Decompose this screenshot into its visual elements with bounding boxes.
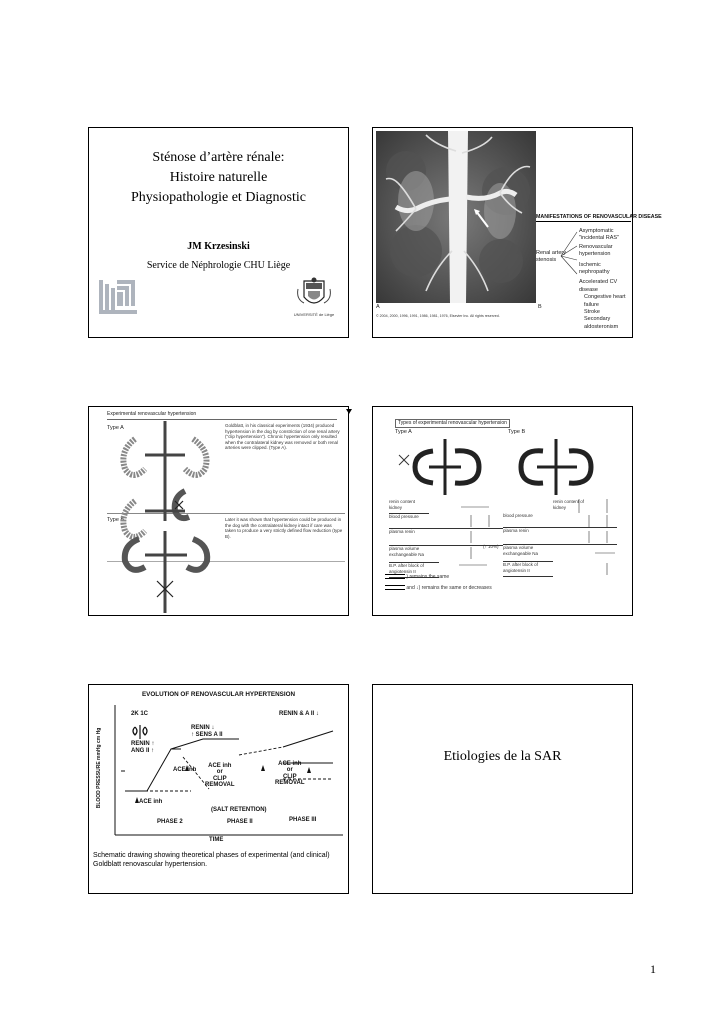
panel-label-b: B: [538, 304, 542, 310]
row-a-1: renin content kidney: [389, 499, 429, 514]
author: JM Krzesinski: [187, 241, 250, 252]
ace-clip-1-c: CLIP: [212, 775, 227, 782]
university-logo: [95, 274, 141, 320]
type-a-text: Goldblatt, in his classical experiments (1934) produced hypertension in the dog by constriction of one renal artery ("clip hypertension"). Chronic hypertension only resulted when the contralateral kidney was removed or both renal arteries were clipped. (Type A).: [225, 423, 340, 450]
item-incidental: "incidental RAS": [579, 235, 619, 242]
label-renin-a2: RENIN & A II ↓: [279, 711, 319, 717]
title-line-2: Histoire naturelle: [169, 170, 268, 185]
legend-box-1: [385, 574, 405, 579]
legend-same: [385, 574, 449, 580]
item-aldosteronism: Secondary aldosteronism: [584, 316, 619, 330]
label-ace-clip-1: [205, 763, 235, 789]
row-a-3: plasma renin: [389, 529, 503, 546]
kidney-types-diagram: [393, 439, 615, 495]
page-number: 1: [650, 962, 656, 976]
type-b-text: Later it was shown that hypertension could be produced in the dog with the contralateral kidney intact if care was taken to produce a very strictly defined flow reduction (type B).: [225, 517, 343, 539]
row-b-3: plasma renin: [503, 528, 617, 545]
ace-clip-2-d: REMOVAL: [275, 780, 305, 787]
ace-clip-2-c: CLIP: [282, 773, 297, 780]
label-2k1c: 2K 1C: [131, 711, 149, 717]
type-a-header: Type A: [395, 429, 412, 435]
label-renin-ang: [131, 741, 154, 755]
slide-3: [88, 406, 349, 616]
slide-2: [372, 127, 662, 338]
item-renovascular-htn: Renovascular hypertension: [579, 243, 613, 258]
title-line-3: Physiopathologie et Diagnostic: [131, 190, 306, 205]
item-accelerated-cv: Accelerated CV disease: [579, 279, 618, 293]
row-b-1: renin content of kidney: [553, 499, 585, 510]
label-ace-clip-2: [275, 761, 305, 787]
row-a-5: B.P. after block of angiotensin II: [389, 563, 439, 578]
copyright: © 2004, 2000, 1996, 1991, 1986, 1981, 1976, Elsevier Inc. All rights reserved.: [376, 314, 500, 318]
item-chf: Congestive heart failure: [584, 294, 626, 308]
manifestations-heading: MANIFESTATIONS OF RENOVASCULAR DISEASE: [536, 214, 662, 220]
slide-5: [88, 684, 349, 894]
title-rule: [107, 419, 337, 420]
department: Service de Néphrologie CHU Liège: [146, 260, 291, 271]
y-axis-label: BLOOD PRESSURE mmHg cm Hg: [96, 727, 102, 809]
row-a-4: plasma volume exchangeable Na: [389, 546, 439, 563]
ang-up: ANG II ↑: [131, 748, 155, 754]
sens-up: ↑ SENS A II: [191, 732, 223, 738]
label-salt: (SALT RETENTION): [211, 807, 267, 813]
figure-caption: Schematic drawing showing theoretical phases of experimental (and clinical) Goldblatt renovascular hypertension.: [93, 852, 330, 868]
type-a-label: Type A: [107, 425, 124, 431]
manifestation-arrows: [559, 228, 579, 284]
slide-4: [372, 406, 633, 616]
slide-4-title: Types of experimental renovascular hypertension: [395, 419, 510, 428]
renin-up: RENIN ↑: [131, 741, 155, 747]
slide-5-title: EVOLUTION OF RENOVASCULAR HYPERTENSION: [141, 691, 296, 698]
slide-1-title: [89, 148, 348, 208]
angiogram-image: [376, 131, 536, 303]
ace-clip-1-a: ACE inh: [208, 763, 232, 769]
row-b-5: B.P. after block of angiotensin II: [503, 562, 553, 577]
renal-artery-line2: stenosis: [536, 256, 557, 263]
label-renin-sens: [191, 725, 223, 739]
label-phase-1: PHASE 2: [157, 819, 183, 825]
slide-3-title: Experimental renovascular hypertension: [107, 411, 197, 417]
slide-6-title: Etiologies de la SAR: [443, 749, 562, 764]
label-ace-inh-2: ACE inh: [173, 767, 197, 773]
ace-clip-2-b: or: [286, 767, 293, 774]
university-seal: [296, 277, 332, 311]
ace-clip-2-a: ACE inh: [278, 761, 302, 767]
renin-down: RENIN ↓: [191, 725, 215, 731]
row-a-2: blood pressure: [389, 514, 503, 529]
pct-label: (↑ 10%): [483, 544, 499, 549]
label-phase-3: PHASE III: [289, 817, 317, 823]
type-b-label: Type B: [107, 517, 125, 523]
legend-decrease-text: and ↓) remains the same or decreases: [406, 584, 492, 591]
row-b-2: blood pressure: [503, 513, 617, 528]
item-asymptomatic: Asymptomatic: [579, 228, 614, 234]
legend-box-2: [385, 585, 405, 590]
slide-1: [88, 127, 349, 338]
legend-decrease: [385, 585, 492, 591]
item-ischemic: Ischemic nephropathy: [579, 261, 610, 276]
label-ace-inh-1: ACE inh: [139, 799, 163, 805]
x-axis-label: TIME: [209, 837, 224, 843]
title-line-1: Sténose d’artère rénale:: [152, 150, 285, 165]
corner-mark: [346, 409, 352, 414]
type-b-header: Type B: [508, 429, 526, 435]
legend-same-text: ) remains the same: [406, 573, 450, 580]
ace-clip-1-d: REMOVAL: [205, 782, 235, 789]
item-stroke: Stroke: [584, 309, 600, 316]
ace-clip-1-b: or: [216, 769, 223, 776]
kidney-diagram: [115, 421, 219, 613]
row-b-4: plasma volume exchangeable Na: [503, 545, 553, 562]
renal-artery-line1: Renal artery: [536, 250, 566, 256]
heading-underline: [536, 221, 631, 222]
seal-caption: UNIVERSITÉ de Liège: [293, 312, 335, 317]
slide-6: [372, 684, 633, 894]
table-arrows: [389, 499, 619, 579]
label-phase-2: PHASE II: [227, 819, 253, 825]
manifestation-list: [579, 228, 632, 331]
panel-label-a: A: [376, 304, 380, 310]
